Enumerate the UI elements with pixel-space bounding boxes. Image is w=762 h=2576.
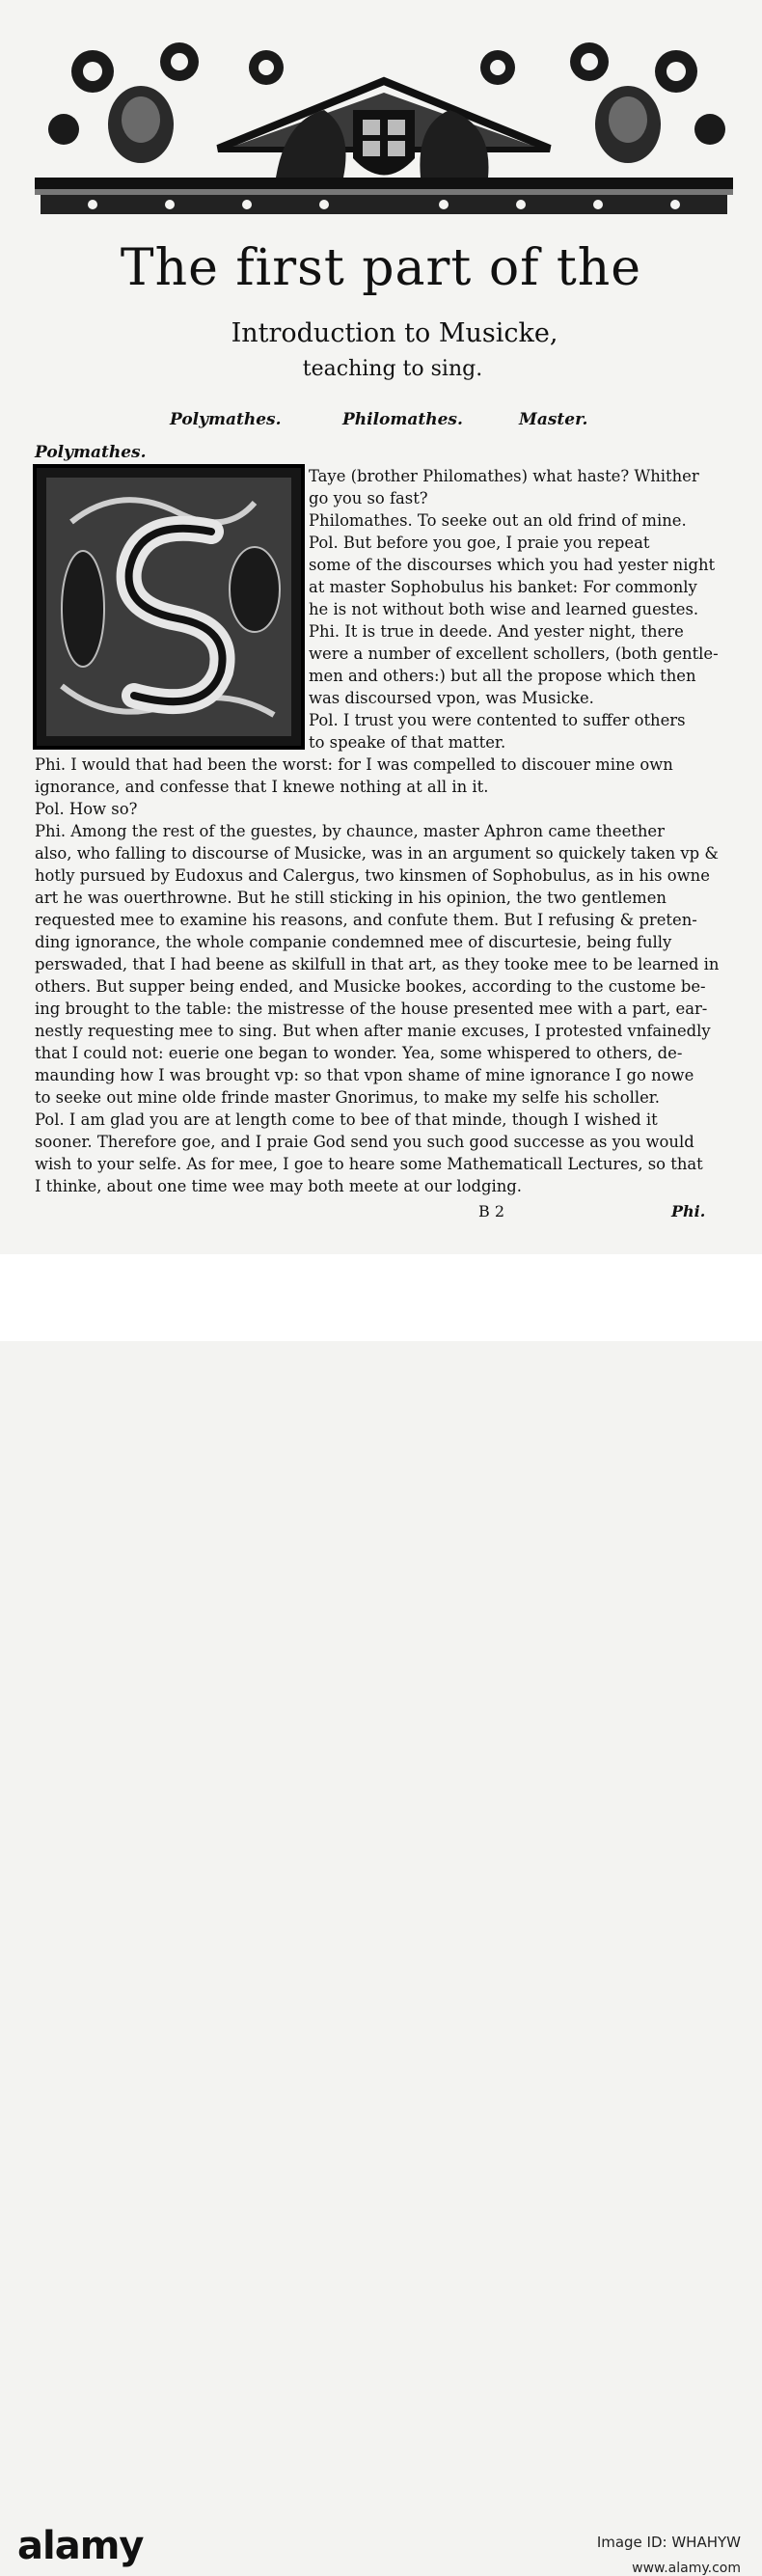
watermark-logo: alamy (17, 2524, 144, 2568)
text-line: go you so fast? (309, 489, 428, 507)
catchword: Phi. (671, 1202, 706, 1220)
text-line: Phi. Among the rest of the guestes, by chaunce, master Aphron came theether (35, 822, 665, 840)
royal-arms-headpiece-icon (35, 33, 733, 222)
text-line: Pol. I am glad you are at length come to bee of that minde, though I wished it (35, 1110, 658, 1129)
historiated-initial-s-icon (33, 464, 305, 750)
title-line-3: teaching to sing. (302, 357, 483, 381)
text-line: hotly pursued by Eudoxus and Calergus, two kinsmen of Sophobulus, as in his owne (35, 866, 710, 885)
image-id-label: Image ID: WHAHYW (596, 2534, 741, 2551)
text-line: to seeke out mine olde frinde master Gnorimus, to make my selfe his scholler. (35, 1088, 661, 1107)
text-line: wish to your selfe. As for mee, I goe to heare some Mathematicall Lectures, so that (35, 1155, 703, 1173)
text-line: requested mee to examine his reasons, and confute them. But I refusing & preten- (35, 911, 697, 929)
speaker-philomathes: Philomathes. (342, 410, 463, 429)
text-line: he is not without both wise and learned guestes. (309, 600, 699, 618)
text-line: Pol. I trust you were contented to suffer others (309, 711, 686, 729)
text-line: men and others:) but all the propose which then (309, 667, 696, 685)
text-line: at master Sophobulus his banket: For commonly (309, 578, 697, 596)
title-line-1: The first part of the (120, 239, 642, 297)
source-url: www.alamy.com (632, 2561, 741, 2576)
stock-banner (0, 1254, 762, 2576)
text-line: was discoursed vpon, was Musicke. (309, 689, 594, 707)
text-line: also, who falling to discourse of Musicke, was in an argument so quickely taken vp & (35, 844, 719, 863)
opening-speaker: Polymathes. (35, 443, 147, 462)
text-line: some of the discourses which you had yester night (309, 556, 716, 574)
text-line: ding ignorance, the whole companie condemned mee of discurtesie, being fully (35, 933, 672, 951)
signature-mark: B 2 (478, 1202, 505, 1220)
text-line: sooner. Therefore goe, and I praie God send you such good successe as you would (35, 1133, 694, 1151)
text-line: nestly requesting mee to sing. But when after manie excuses, I protested vnfainedly (35, 1022, 711, 1040)
text-line: to speake of that matter. (309, 733, 506, 752)
text-line: perswaded, that I had beene as skilfull in that art, as they tooke mee to be learned in (35, 955, 720, 973)
text-line: ignorance, and confesse that I knewe nothing at all in it. (35, 778, 489, 796)
text-line: Phi. I would that had been the worst: for I was compelled to discouer mine own (35, 755, 673, 774)
text-line: maunding how I was brought vp: so that vpon shame of mine ignorance I go nowe (35, 1066, 694, 1084)
text-line: ing brought to the table: the mistresse of the house presented mee with a part, ear- (35, 1000, 708, 1018)
text-line: Pol. How so? (35, 800, 138, 818)
text-line: art he was ouerthrowne. But he still sticking in his opinion, the two gentlemen (35, 889, 667, 907)
text-line: Taye (brother Philomathes) what haste? Whither (309, 467, 699, 485)
book-page (0, 0, 762, 1254)
title-line-2: Introduction to Musicke, (231, 318, 558, 348)
text-line: Phi. It is true in deede. And yester night, there (309, 622, 684, 641)
text-line: that I could not: euerie one began to wonder. Yea, some whispered to others, de- (35, 1044, 683, 1062)
speaker-polymathes: Polymathes. (170, 410, 282, 429)
text-line: I thinke, about one time wee may both meete at our lodging. (35, 1177, 522, 1195)
text-line: Pol. But before you goe, I praie you repeat (309, 534, 650, 552)
text-line: others. But supper being ended, and Musicke bookes, according to the custome be- (35, 977, 706, 996)
text-line: Philomathes. To seeke out an old frind of mine. (309, 511, 687, 530)
speaker-master: Master. (519, 410, 588, 429)
text-line: were a number of excellent schollers, (both gentle- (309, 644, 719, 663)
